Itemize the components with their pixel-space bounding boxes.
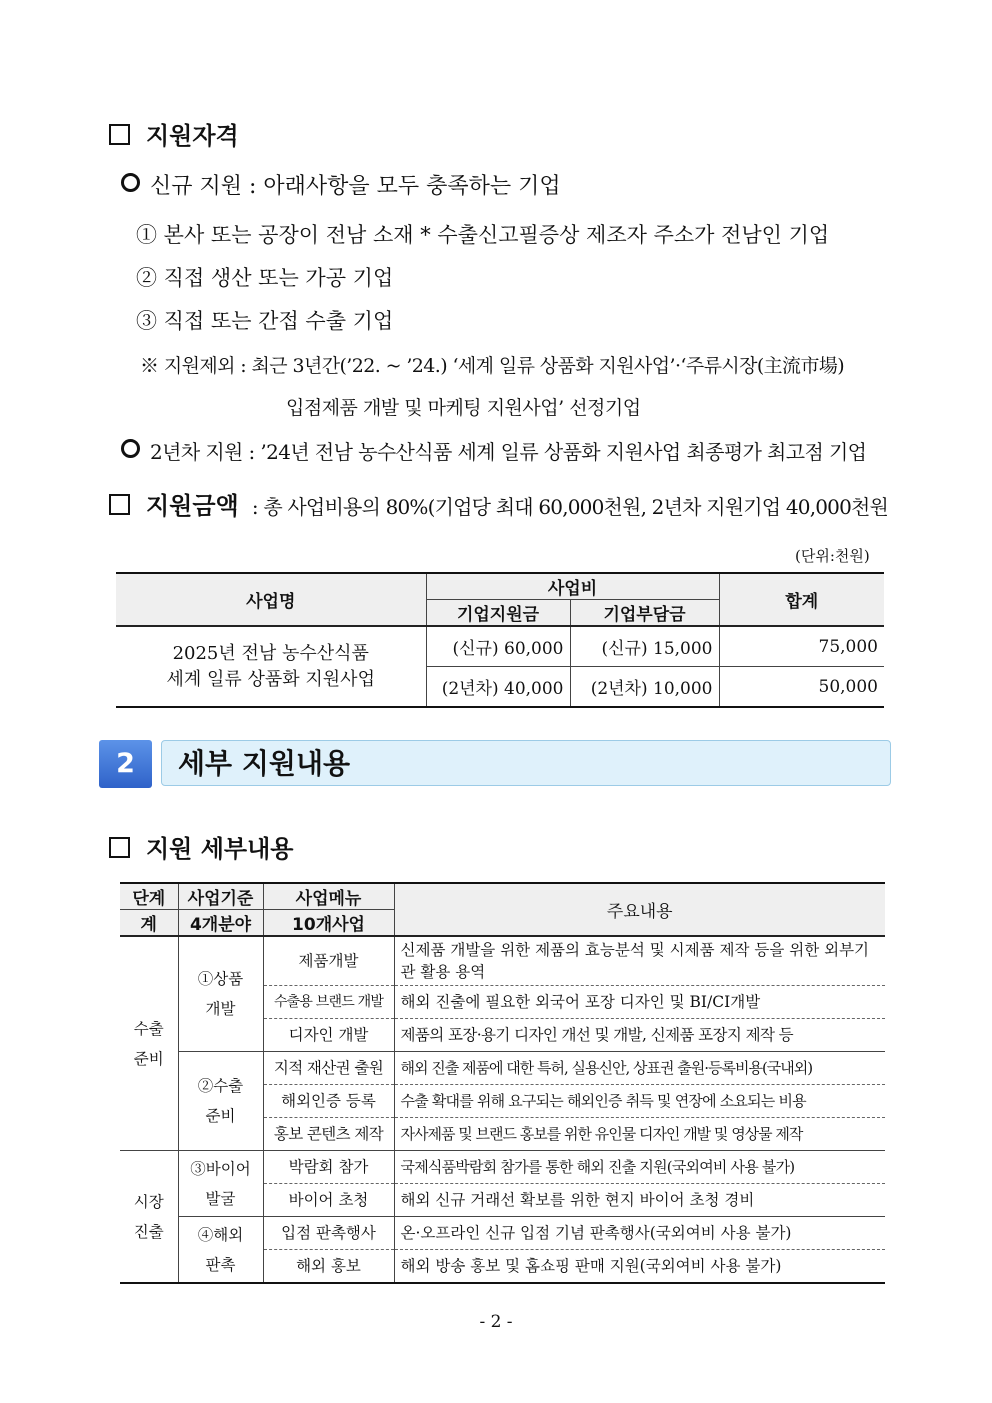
table-row xyxy=(120,1052,885,1085)
menu-cell: 수출용 브랜드 개발 xyxy=(263,986,394,1019)
checkbox-square-icon xyxy=(109,494,130,515)
menu-cell: 해외 홍보 xyxy=(263,1250,394,1284)
content-cell: 수출 확대를 위해 요구되는 해외인증 취득 및 연장에 소요되는 비용 xyxy=(394,1085,885,1118)
table-row xyxy=(116,626,884,667)
checkbox-square-icon xyxy=(109,124,130,145)
stage-market-entry: 시장 진출 xyxy=(120,1151,178,1284)
header-menu: 사업메뉴 xyxy=(263,883,394,910)
details-heading: 지원 세부내용 xyxy=(109,829,293,864)
menu-cell: 홍보 콘텐츠 제작 xyxy=(263,1118,394,1151)
support-cell: (2년차) 40,000 xyxy=(426,667,570,708)
header-total: 합계 xyxy=(719,573,884,626)
header-burden: 기업부담금 xyxy=(570,600,719,627)
content-cell: 해외 진출 제품에 대한 특허, 실용신안, 상표권 출원·등록비용(국내외) xyxy=(394,1052,885,1085)
table-row xyxy=(120,1217,885,1250)
page-number: - 2 - xyxy=(479,1312,513,1332)
section-title-bar xyxy=(161,740,891,786)
content-cell: 신제품 개발을 위한 제품의 효능분석 및 시제품 제작 등을 위한 외부기관 활용 용역 xyxy=(394,936,885,986)
total-cell: 75,000 xyxy=(719,626,884,667)
requirement-item-3: ③ 직접 또는 간접 수출 기업 xyxy=(136,309,394,333)
content-cell: 제품의 포장·용기 디자인 개선 및 개발, 신제품 포장지 제작 등 xyxy=(394,1019,885,1052)
menu-cell: 디자인 개발 xyxy=(263,1019,394,1052)
circle-bullet-icon xyxy=(121,173,140,192)
amount-line xyxy=(109,486,888,521)
menu-cell: 입점 판촉행사 xyxy=(263,1217,394,1250)
menu-cell: 제품개발 xyxy=(263,936,394,986)
table-row xyxy=(120,936,885,986)
project-name-cell: 2025년 전남 농수산식품 세계 일류 상품화 지원사업 xyxy=(116,626,426,707)
second-year-line: 2년차 지원 : ’24년 전남 농수산식품 세계 일류 상품화 지원사업 최종평가 최고점 기업 xyxy=(121,436,866,465)
budget-table xyxy=(116,572,884,708)
stage-export-prep: 수출 준비 xyxy=(120,936,178,1151)
header-content: 주요내용 xyxy=(394,883,885,936)
field-export-prep: ②수출 준비 xyxy=(178,1052,263,1151)
menu-cell: 지적 재산권 출원 xyxy=(263,1052,394,1085)
menu-cell: 해외인증 등록 xyxy=(263,1085,394,1118)
table-row xyxy=(120,1151,885,1184)
details-table xyxy=(120,882,885,1284)
checkbox-square-icon xyxy=(109,837,130,858)
content-cell: 온·오프라인 신규 입점 기념 판촉행사(국외여비 사용 불가) xyxy=(394,1217,885,1250)
circle-bullet-icon xyxy=(121,439,140,458)
burden-cell: (2년차) 10,000 xyxy=(570,667,719,708)
section-title: 세부 지원내용 xyxy=(178,747,351,780)
header-basis-sub: 4개분야 xyxy=(178,910,263,937)
total-cell: 50,000 xyxy=(719,667,884,708)
content-cell: 해외 진출에 필요한 외국어 포장 디자인 및 BI/CI개발 xyxy=(394,986,885,1019)
content-cell: 해외 방송 홍보 및 홈쇼핑 판매 지원(국외여비 사용 불가) xyxy=(394,1250,885,1284)
content-cell: 해외 신규 거래선 확보를 위한 현지 바이어 초청 경비 xyxy=(394,1184,885,1217)
amount-text: : 총 사업비용의 80%(기업당 최대 60,000천원, 2년차 지원기업 40,000천원 xyxy=(251,495,889,519)
new-support-line: 신규 지원 : 아래사항을 모두 충족하는 기업 xyxy=(121,169,561,200)
header-stage-sub: 계 xyxy=(120,910,178,937)
menu-cell: 바이어 초청 xyxy=(263,1184,394,1217)
menu-cell: 박람회 참가 xyxy=(263,1151,394,1184)
section-number-badge: 2 xyxy=(99,740,152,788)
field-product-dev: ①상품 개발 xyxy=(178,936,263,1052)
amount-heading: 지원금액 xyxy=(146,492,239,520)
exclusion-note-line2: 입점제품 개발 및 마케팅 지원사업’ 선정기업 xyxy=(286,397,641,419)
header-support: 기업지원금 xyxy=(426,600,570,627)
header-cost: 사업비 xyxy=(426,573,719,600)
burden-cell: (신규) 15,000 xyxy=(570,626,719,667)
header-stage: 단계 xyxy=(120,883,178,910)
requirement-item-1: ① 본사 또는 공장이 전남 소재 * 수출신고필증상 제조자 주소가 전남인 기업 xyxy=(136,223,830,247)
content-cell: 국제식품박람회 참가를 통한 해외 진출 지원(국외여비 사용 불가) xyxy=(394,1151,885,1184)
eligibility-heading: 지원자격 xyxy=(109,116,239,151)
requirement-item-2: ② 직접 생산 또는 가공 기업 xyxy=(136,266,394,290)
support-cell: (신규) 60,000 xyxy=(426,626,570,667)
header-basis: 사업기준 xyxy=(178,883,263,910)
content-cell: 자사제품 및 브랜드 홍보를 위한 유인물 디자인 개발 및 영상물 제작 xyxy=(394,1118,885,1151)
exclusion-note-line1: ※ 지원제외 : 최근 3년간(’22. ~ ’24.) ‘세계 일류 상품화 지원사업’·‘주류시장(主流市場) xyxy=(140,355,845,377)
field-promotion: ④해외 판촉 xyxy=(178,1217,263,1284)
unit-label: (단위:천원) xyxy=(795,547,870,565)
field-buyer: ③바이어 발굴 xyxy=(178,1151,263,1217)
header-project: 사업명 xyxy=(116,573,426,626)
header-menu-sub: 10개사업 xyxy=(263,910,394,937)
